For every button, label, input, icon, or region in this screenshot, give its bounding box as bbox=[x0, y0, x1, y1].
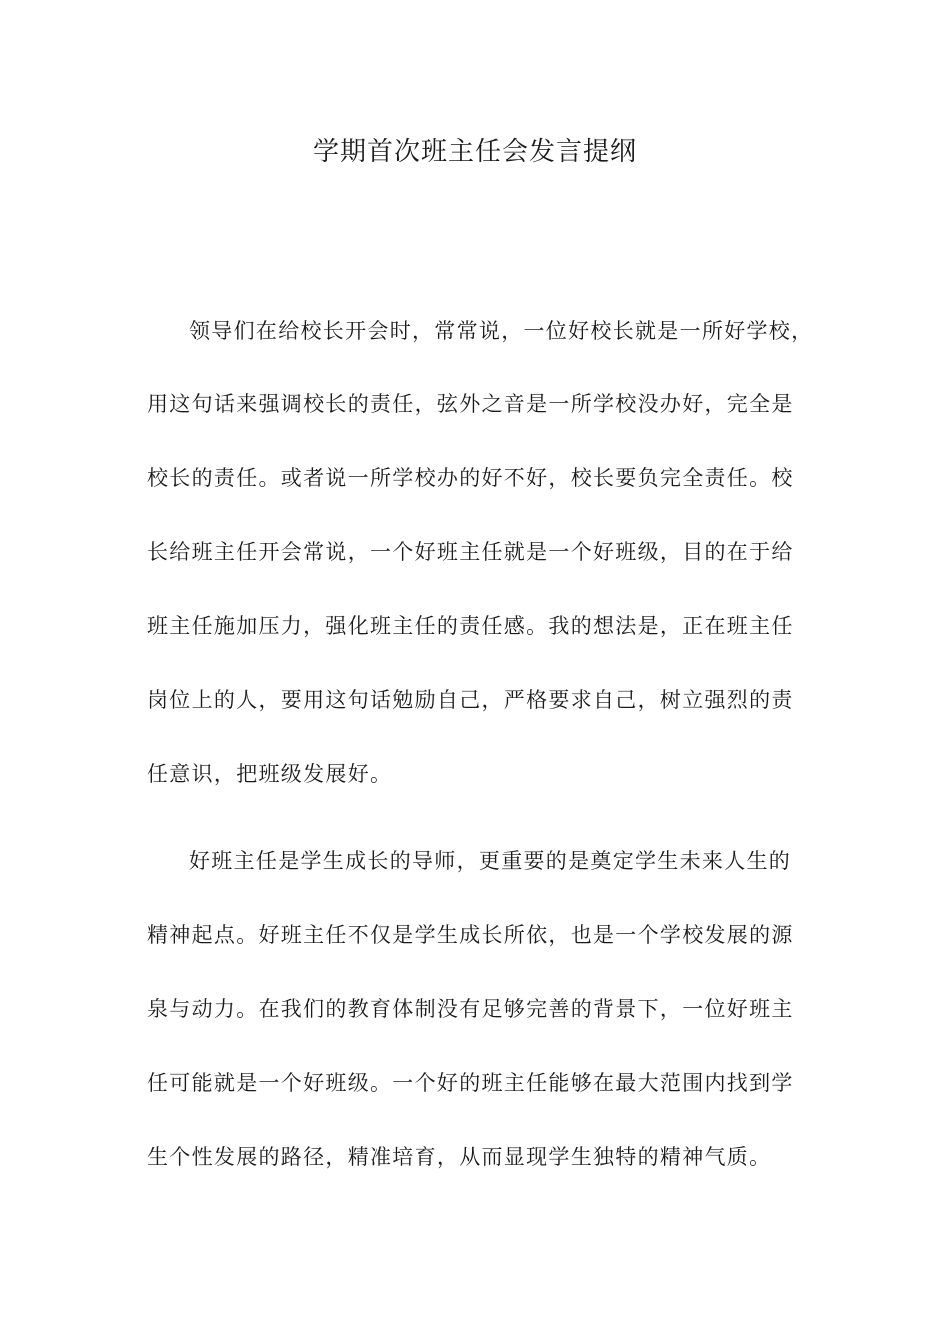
paragraph-1-line-6: 岗位上的人，要用这句话勉励自己，严格要求自己，树立强烈的责 bbox=[147, 688, 794, 712]
paragraph-1-line-5: 班主任施加压力，强化班主任的责任感。我的想法是，正在班主任 bbox=[147, 614, 794, 638]
paragraph-2-line-5: 生个性发展的路径，精准培育，从而显现学生独特的精神气质。 bbox=[147, 1145, 772, 1169]
paragraph-1-line-4: 长给班主任开会常说，一个好班主任就是一个好班级，目的在于给 bbox=[147, 540, 794, 564]
paragraph-2-line-2: 精神起点。好班主任不仅是学生成长所依，也是一个学校发展的源 bbox=[147, 923, 794, 947]
paragraph-1-line-3: 校长的责任。或者说一所学校办的好不好，校长要负完全责任。校 bbox=[147, 466, 794, 490]
paragraph-1-line-2: 用这句话来强调校长的责任，弦外之音是一所学校没办好，完全是 bbox=[147, 392, 794, 416]
paragraph-2-line-1: 好班主任是学生成长的导师，更重要的是奠定学生未来人生的 bbox=[189, 849, 792, 873]
paragraph-2-line-4: 任可能就是一个好班级。一个好的班主任能够在最大范围内找到学 bbox=[147, 1071, 794, 1095]
document-title: 学期首次班主任会发言提纲 bbox=[312, 137, 637, 167]
paragraph-1-line-1: 领导们在给校长开会时，常常说，一位好校长就是一所好学校， bbox=[189, 319, 814, 343]
paragraph-2-line-3: 泉与动力。在我们的教育体制没有足够完善的背景下，一位好班主 bbox=[147, 997, 794, 1021]
paragraph-1-line-7: 任意识，把班级发展好。 bbox=[147, 762, 393, 786]
